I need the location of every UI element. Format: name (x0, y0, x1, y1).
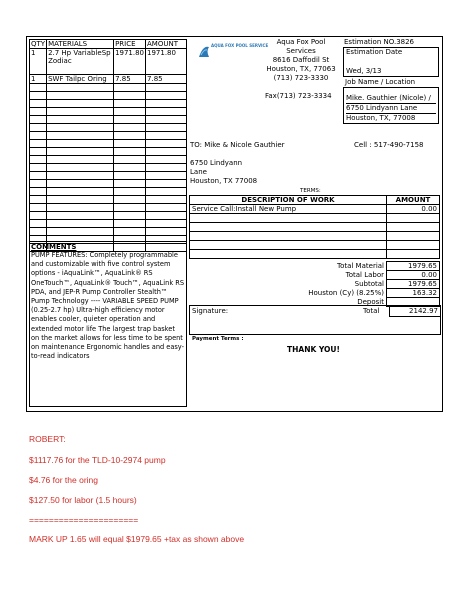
total-row (189, 262, 440, 271)
table-row (30, 49, 187, 75)
work-desc: Service Call:Install New Pump (190, 205, 387, 214)
price-cell: 7.85 (114, 75, 146, 84)
grand-total-label: Total (363, 307, 380, 315)
total-value: 0.00 (387, 271, 440, 280)
table-row (30, 100, 187, 108)
company-name: Aqua Fox Pool Services (276, 38, 326, 55)
total-label: Houston (Cy) (8.25%) (189, 289, 387, 298)
table-row (30, 228, 187, 236)
estimate-date-box (343, 57, 439, 77)
table-row (190, 232, 440, 241)
qty-cell: 1 (30, 75, 47, 84)
table-row (30, 164, 187, 172)
table-row (30, 132, 187, 140)
comments-title: COMMENTS (31, 243, 77, 251)
job-box (343, 87, 439, 124)
note-separator: ====================== (29, 515, 139, 525)
estimate-date-label: Estimation Date (343, 48, 439, 57)
table-row (30, 148, 187, 156)
desc-header: DESCRIPTION OF WORK (190, 196, 387, 205)
qty-cell: 1 (30, 49, 47, 75)
total-value: 1979.65 (387, 262, 440, 271)
note-labor: $127.50 for labor (1.5 hours) (29, 495, 137, 505)
total-row (189, 271, 440, 280)
comments-box (29, 241, 187, 407)
company-info (262, 38, 340, 83)
customer-to: TO: Mike & Nicole Gauthier (190, 141, 285, 149)
table-row (30, 75, 187, 84)
job-street: 6750 Lindyann Lane (346, 103, 436, 113)
signature-label: Signature: (192, 307, 229, 315)
total-label: Deposit (189, 298, 387, 307)
table-row (30, 188, 187, 196)
amount-cell: 7.85 (146, 75, 187, 84)
company-fax: Fax(713) 723-3334 (265, 92, 332, 100)
comments-body: PUMP FEATURES: Completely programmable and customizable with five control system options - iAquaLink™, AquaLink® RS OneTouch™, AquaLink® Touch™, AquaLink RS PDA, and JEP-R Pump Controller Stealth™ Pump Technology ---- VARIABLE SPEED PUMP (0.25-2.7 hp) Ultra-high efficiency motor enables cooler, quieter operation and extended motor life The largest trap basket on the market allows for less time to be spent on maintenance Ergonomic handles and easy-to-read indicators (31, 251, 185, 361)
qty-header: QTY (31, 40, 46, 48)
note-markup: MARK UP 1.65 will equal $1979.65 +tax as shown above (29, 534, 245, 544)
amount-header: AMOUNT (146, 40, 187, 49)
estimate-box (343, 38, 439, 124)
job-name: Mike. Gauthier (Nicole) / (346, 94, 431, 102)
signature-box (189, 305, 441, 335)
company-logo (196, 42, 269, 62)
table-row (190, 241, 440, 250)
customer-street: 6750 Lindyann Lane (190, 159, 243, 176)
table-row (190, 205, 440, 214)
table-row (30, 220, 187, 228)
note-pump: $1117.76 for the TLD-10-2974 pump (29, 455, 166, 465)
table-row (30, 108, 187, 116)
estimate-number: Estimation NO.3826 (343, 38, 439, 48)
total-value: 163.32 (387, 289, 440, 298)
total-row (189, 289, 440, 298)
total-label: Total Material (189, 262, 387, 271)
table-row (30, 180, 187, 188)
work-amount: 0.00 (387, 205, 440, 214)
company-city: Houston, TX, 77063 (266, 65, 336, 73)
table-row (30, 124, 187, 132)
customer-city: Houston, TX 77008 (190, 177, 258, 185)
company-phone: (713) 723-3330 (273, 74, 329, 82)
job-city: Houston, TX, 77008 (346, 113, 436, 123)
logo-text: AQUA FOX POOL SERVICE (211, 43, 269, 48)
work-amount-header: AMOUNT (387, 196, 440, 205)
job-label: Job Name / Location (345, 78, 416, 86)
table-row (30, 204, 187, 212)
table-row (190, 214, 440, 223)
material-cell: 2.7 Hp VariableSp Zodiac (47, 49, 114, 75)
table-row (30, 140, 187, 148)
note-name: ROBERT: (29, 434, 66, 444)
total-label: Subtotal (189, 280, 387, 289)
table-row (30, 84, 187, 92)
totals-table (189, 261, 440, 307)
fox-logo-icon (197, 43, 211, 59)
materials-header-row (30, 40, 187, 49)
table-row (30, 212, 187, 220)
terms-label: TERMS: (300, 188, 321, 194)
note-oring: $4.76 for the oring (29, 475, 98, 485)
thank-you: THANK YOU! (287, 345, 340, 354)
total-label: Total Labor (189, 271, 387, 280)
work-table (189, 195, 440, 259)
table-row (30, 196, 187, 204)
table-row (30, 116, 187, 124)
price-header: PRICE (114, 40, 146, 49)
work-header-row (190, 196, 440, 205)
amount-cell: 1971.80 (146, 49, 187, 75)
material-cell: SWF Tailpc Oring (47, 75, 114, 84)
grand-total-value: 2142.97 (409, 307, 438, 315)
table-row (190, 223, 440, 232)
grand-total-box (389, 306, 440, 317)
estimate-date: Wed, 3/13 (346, 67, 382, 75)
customer-cell: Cell : 517-490-7158 (354, 141, 424, 149)
payment-terms: Payment Terms : (192, 336, 244, 342)
total-row (189, 280, 440, 289)
total-value: 1979.65 (387, 280, 440, 289)
materials-table (29, 39, 187, 252)
table-row (30, 156, 187, 164)
table-row (30, 92, 187, 100)
company-address: 8616 Daffodil St (272, 56, 330, 64)
price-cell: 1971.80 (114, 49, 146, 75)
table-row (30, 172, 187, 180)
table-row (190, 250, 440, 259)
materials-header: MATERIALS (47, 40, 114, 49)
